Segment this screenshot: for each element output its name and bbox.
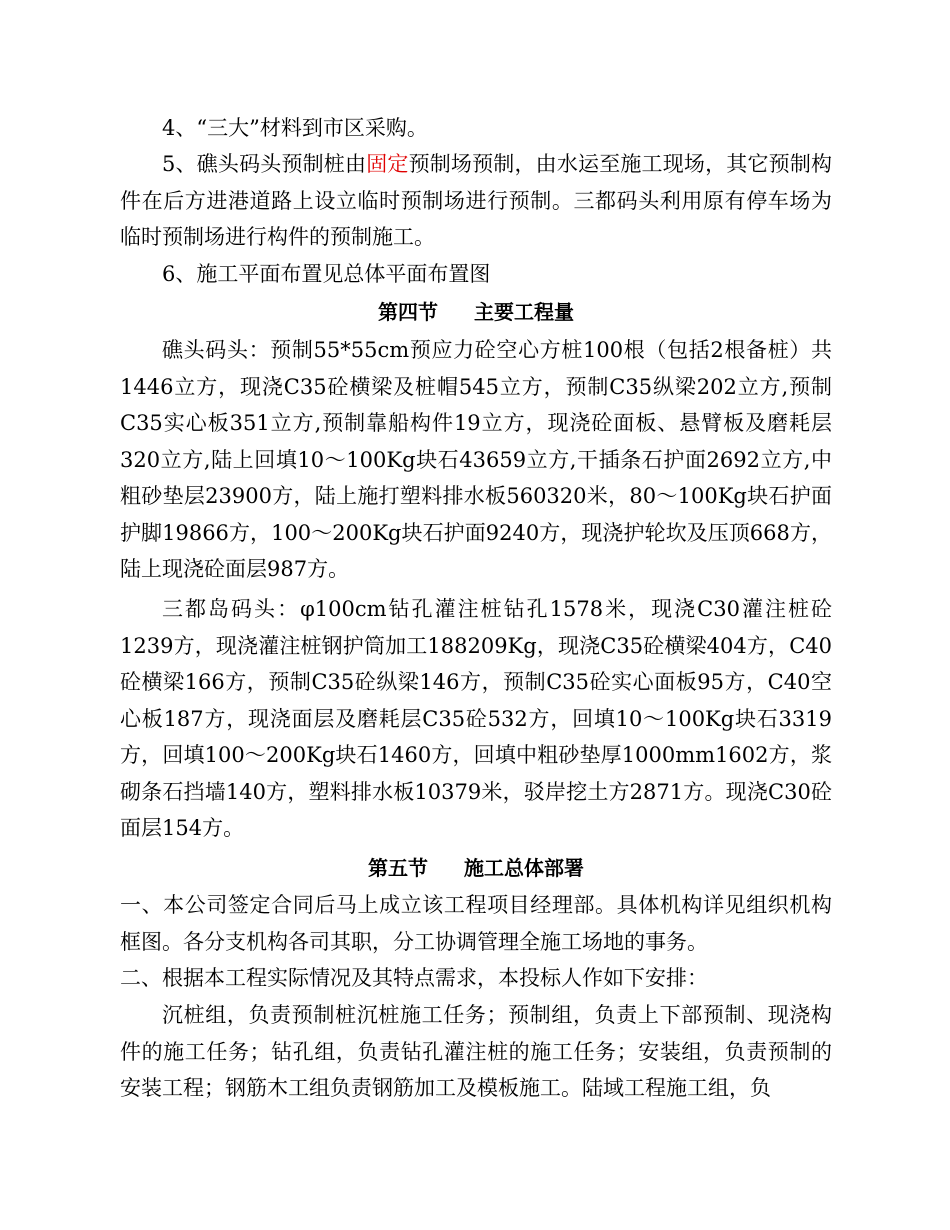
section-5-heading <box>120 853 832 883</box>
section-5-paragraph-2: 二、根据本工程实际情况及其特点需求，本投标人作如下安排： <box>120 966 708 990</box>
item-4: 4、“三大”材料到市区采购。 <box>162 116 428 140</box>
item-6: 6、施工平面布置见总体平面布置图 <box>162 262 491 286</box>
item-5-prefix: 5、礁头码头预制桩由 <box>162 152 367 176</box>
section-5-paragraph-3: 沉桩组，负责预制桩沉桩施工任务；预制组，负责上下部预制、现浇构件的施工任务；钻孔组，负责钻孔灌注桩的施工任务；安装组，负责预制的安装工程；钢筋木工组负责钢筋加工及模板施工。陆域工程施工组，负 <box>120 1003 832 1100</box>
section-4-title: 主要工程量 <box>474 300 574 324</box>
section-4-number: 第四节 <box>378 300 438 324</box>
section-5-title: 施工总体部署 <box>464 856 584 880</box>
section-5-paragraph-1: 一、本公司签定合同后马上成立该工程项目经理部。具体机构详见组织机构框图。各分支机构各司其职，分工协调管理全施工场地的事务。 <box>120 893 832 954</box>
section-4-heading <box>120 297 832 327</box>
section-4-paragraph-1: 礁头码头：预制55*55cm预应力砼空心方桩100根（包括2根备桩）共1446立方，现浇C35砼横梁及桩帽545立方，预制C35纵梁202立方,预制C35实心板351立方,预制靠船构件19立方，现浇砼面板、悬臂板及磨耗层320立方,陆上回填10～100Kg块石43659立方,干插条石护面2692立方,中粗砂垫层23900方，陆上施打塑料排水板560320米，80～100Kg块石护面护脚19866方，100～200Kg块石护面9240方，现浇护轮坎及压顶668方，陆上现浇砼面层987方。 <box>120 338 832 581</box>
item-5 <box>120 146 832 256</box>
section-4-paragraph-2: 三都岛码头：φ100cm钻孔灌注桩钻孔1578米，现浇C30灌注桩砼1239方，现浇灌注桩钢护筒加工188209Kg，现浇C35砼横梁404方，C40砼横梁166方，预制C35砼纵梁146方，预制C35砼实心面板95方，C40空心板187方，现浇面层及磨耗层C35砼532方，回填10～100Kg块石3319方，回填100～200Kg块石1460方，回填中粗砂垫厚1000mm1602方，浆砌条石挡墙140方，塑料排水板10379米，驳岸挖土方2871方。现浇C30砼面层154方。 <box>120 597 832 840</box>
section-5-number: 第五节 <box>368 856 428 880</box>
item-5-suffix: 预制场预制，由水运至施工现场，其它预制构件在后方进港道路上设立临时预制场进行预制。三都码头利用原有停车场为临时预制场进行构件的预制施工。 <box>120 152 833 249</box>
item-5-highlight: 固定 <box>366 152 409 176</box>
